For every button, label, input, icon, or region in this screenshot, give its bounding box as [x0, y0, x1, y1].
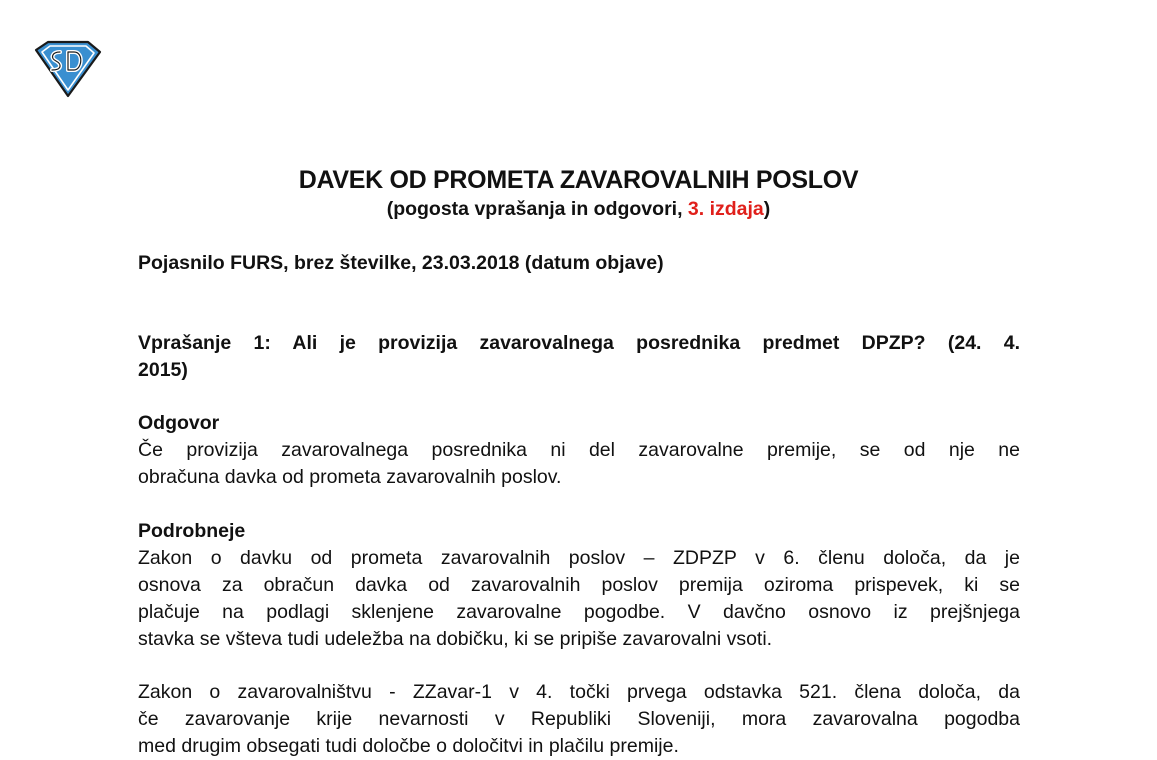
law-line: če zavarovanje krije nevarnosti v Republiki Sloveniji, mora zavarovalna pogodba	[138, 708, 1020, 730]
question-1	[138, 330, 1020, 384]
subtitle-suffix: )	[763, 198, 771, 220]
details-line: Zakon o davku od prometa zavarovalnih poslov – ZDPZP v 6. členu določa, da je	[138, 547, 1020, 569]
question-line: Vprašanje 1: Ali je provizija zavarovalnega posrednika predmet DPZP? (24. 4.	[138, 332, 1020, 354]
document-subtitle	[0, 198, 1157, 221]
reference-line: Pojasnilo FURS, brez številke, 23.03.2018 (datum objave)	[138, 252, 664, 274]
law-line: Zakon o zavarovalništvu - ZZavar-1 v 4. točki prvega odstavka 521. člena določa, da	[138, 681, 1020, 703]
details-body	[138, 545, 1020, 653]
subtitle-edition: 3. izdaja	[687, 198, 764, 220]
subtitle-prefix: (pogosta vprašanja in odgovori,	[386, 198, 688, 220]
sd-shield-logo-icon	[30, 40, 104, 100]
answer-body	[138, 437, 1020, 491]
answer-line: Če provizija zavarovalnega posrednika ni del zavarovalne premije, se od nje ne	[138, 439, 1020, 461]
law-paragraph	[138, 679, 1020, 760]
answer-line: obračuna davka od prometa zavarovalnih poslov.	[138, 466, 562, 488]
question-line: 2015)	[138, 359, 188, 381]
details-line: stavka se všteva tudi udeležba na dobičku, ki se pripiše zavarovalni vsoti.	[138, 628, 773, 650]
law-line: med drugim obsegati tudi določbe o določitvi in plačilu premije.	[138, 735, 679, 757]
document-title: DAVEK OD PROMETA ZAVAROVALNIH POSLOV	[298, 166, 859, 194]
answer-heading: Odgovor	[138, 412, 220, 434]
details-line: plačuje na podlagi sklenjene zavarovalne pogodbe. V davčno osnovo iz prejšnjega	[138, 601, 1020, 623]
details-heading: Podrobneje	[138, 520, 246, 542]
details-line: osnova za obračun davka od zavarovalnih poslov premija oziroma prispevek, ki se	[138, 574, 1020, 596]
